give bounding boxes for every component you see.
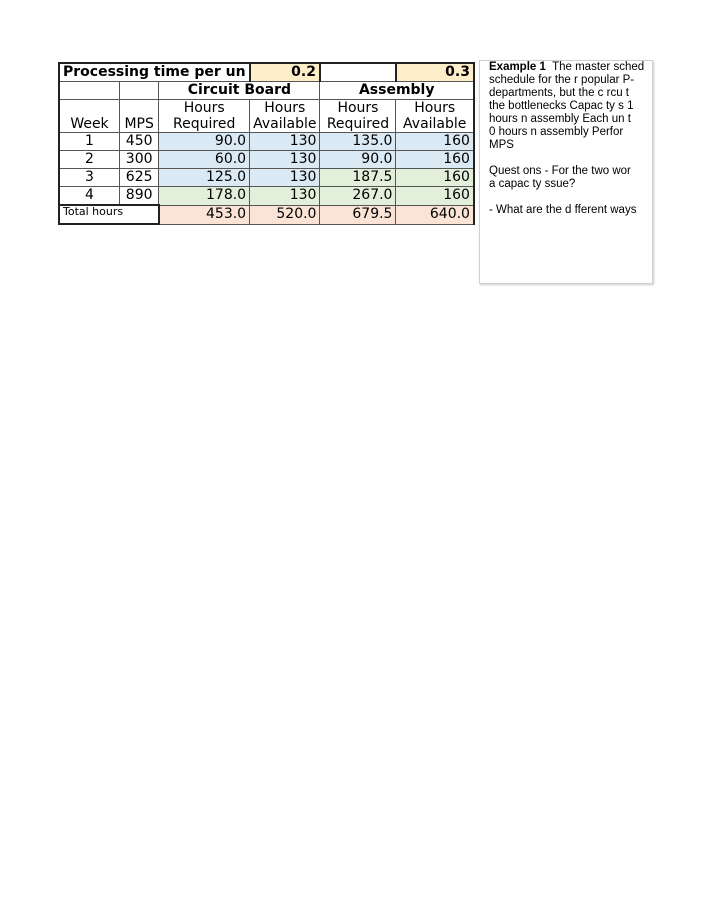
mps-header: MPS bbox=[119, 100, 158, 133]
empty-cell bbox=[119, 82, 158, 100]
mps-cell[interactable]: 890 bbox=[119, 187, 158, 206]
total-cb-required[interactable]: 453.0 bbox=[159, 205, 250, 224]
week-cell[interactable]: 4 bbox=[59, 187, 119, 206]
table-row bbox=[59, 133, 474, 151]
text-line: the bottlenecks Capac ty s 1 bbox=[489, 100, 634, 112]
cb-required-cell[interactable]: 60.0 bbox=[159, 151, 250, 169]
total-row bbox=[59, 205, 474, 224]
example-text-box[interactable] bbox=[479, 60, 653, 284]
text-line: departments, but the c rcu t bbox=[489, 87, 629, 99]
as-available-cell[interactable]: 160 bbox=[396, 187, 474, 206]
text-line: MPS bbox=[489, 139, 514, 151]
text-line: 0 hours n assembly Perfor bbox=[489, 126, 624, 138]
cb-hours-required-header: Hours Required bbox=[159, 100, 250, 133]
cb-available-cell[interactable]: 130 bbox=[250, 151, 320, 169]
text-line: hours n assembly Each un t bbox=[489, 113, 631, 125]
table-row bbox=[59, 151, 474, 169]
circuit-board-header: Circuit Board bbox=[159, 82, 320, 100]
cb-available-cell[interactable]: 130 bbox=[250, 187, 320, 206]
as-required-cell[interactable]: 267.0 bbox=[320, 187, 396, 206]
week-header: Week bbox=[59, 100, 119, 133]
mps-cell[interactable]: 450 bbox=[119, 133, 158, 151]
assembly-time-per-unit[interactable]: 0.3 bbox=[396, 63, 474, 82]
total-cb-available[interactable]: 520.0 bbox=[250, 205, 320, 224]
as-required-cell[interactable]: 187.5 bbox=[320, 169, 396, 187]
week-cell[interactable]: 1 bbox=[59, 133, 119, 151]
capacity-table bbox=[58, 62, 475, 225]
as-hours-required-header: Hours Required bbox=[320, 100, 396, 133]
cb-available-cell[interactable]: 130 bbox=[250, 133, 320, 151]
text-line: - What are the d fferent ways bbox=[489, 204, 637, 216]
empty-cell bbox=[59, 82, 119, 100]
as-available-cell[interactable]: 160 bbox=[396, 133, 474, 151]
cb-required-cell[interactable]: 90.0 bbox=[159, 133, 250, 151]
week-cell[interactable]: 3 bbox=[59, 169, 119, 187]
text-line: Example 1 The master sched bbox=[489, 61, 645, 73]
total-as-available[interactable]: 640.0 bbox=[396, 205, 474, 224]
total-as-required[interactable]: 679.5 bbox=[320, 205, 396, 224]
as-available-cell[interactable]: 160 bbox=[396, 169, 474, 187]
total-hours-label: Total hours bbox=[59, 205, 159, 224]
mps-cell[interactable]: 300 bbox=[119, 151, 158, 169]
table-row bbox=[59, 187, 474, 206]
as-available-cell[interactable]: 160 bbox=[396, 151, 474, 169]
example-title: Example 1 bbox=[489, 61, 546, 73]
as-required-cell[interactable]: 90.0 bbox=[320, 151, 396, 169]
as-required-cell[interactable]: 135.0 bbox=[320, 133, 396, 151]
text-line: Quest ons - For the two wor bbox=[489, 165, 631, 177]
as-hours-available-header: Hours Available bbox=[396, 100, 474, 133]
cb-required-cell[interactable]: 125.0 bbox=[159, 169, 250, 187]
text-line: schedule for the r popular P- bbox=[489, 74, 635, 86]
cb-hours-available-header: Hours Available bbox=[250, 100, 320, 133]
table-row bbox=[59, 169, 474, 187]
assembly-header: Assembly bbox=[320, 82, 474, 100]
text-line: a capac ty ssue? bbox=[489, 178, 576, 190]
empty-cell bbox=[320, 63, 396, 82]
circuit-board-time-per-unit[interactable]: 0.2 bbox=[250, 63, 320, 82]
mps-cell[interactable]: 625 bbox=[119, 169, 158, 187]
cb-available-cell[interactable]: 130 bbox=[250, 169, 320, 187]
processing-time-label: Processing time per un bbox=[63, 64, 246, 80]
week-cell[interactable]: 2 bbox=[59, 151, 119, 169]
cb-required-cell[interactable]: 178.0 bbox=[159, 187, 250, 206]
